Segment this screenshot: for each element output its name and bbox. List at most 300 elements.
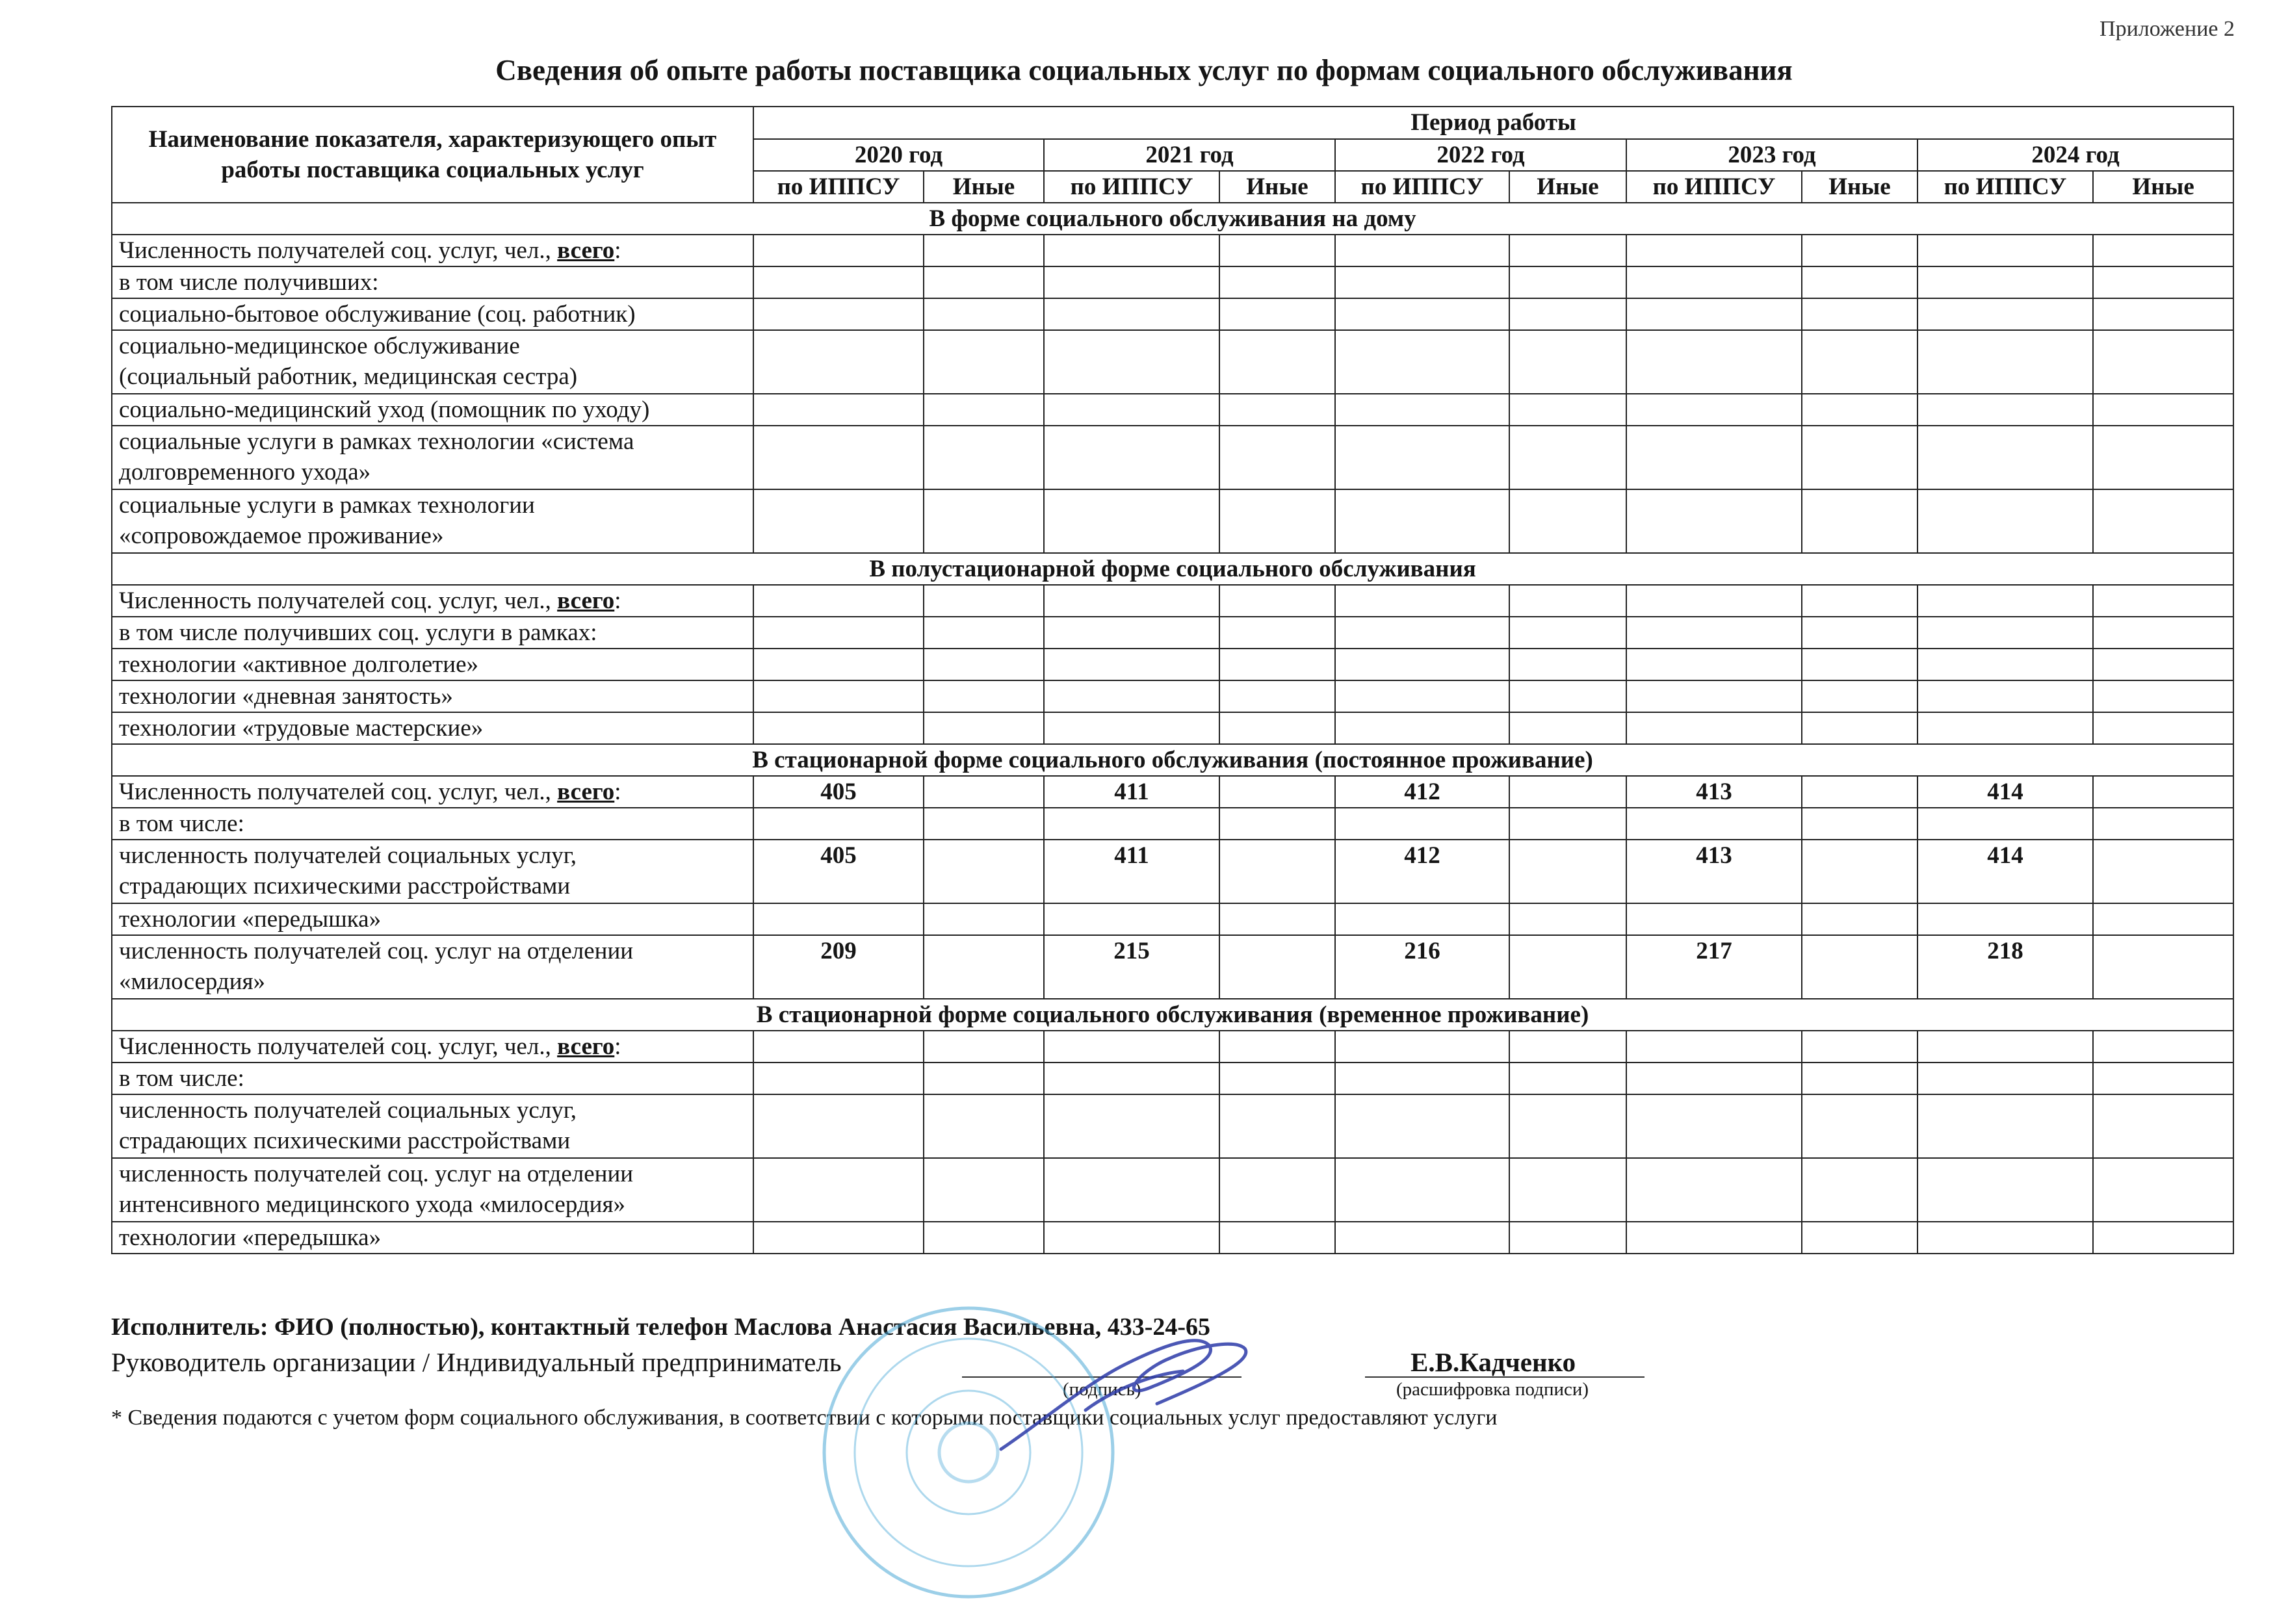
value-ippsu-cell <box>1044 266 1219 298</box>
value-other-cell <box>1802 394 1918 426</box>
value-ippsu-cell <box>1335 617 1509 649</box>
value-ippsu-cell <box>1626 1031 1802 1063</box>
value-other-cell <box>2093 426 2233 489</box>
indicator-text: Численность получателей соц. услуг, чел., <box>119 779 558 805</box>
value-other-cell <box>1802 712 1918 744</box>
value-ippsu-cell <box>1918 808 2093 840</box>
table-row <box>112 394 2233 426</box>
table-row <box>112 935 2233 999</box>
table-row <box>112 298 2233 330</box>
value-ippsu-cell <box>1044 1222 1219 1254</box>
indicator-label <box>112 266 753 298</box>
table-row <box>112 1222 2233 1254</box>
value-other-cell <box>2093 935 2233 999</box>
value-other-cell <box>1509 489 1626 553</box>
indicator-text: численность получателей социальных услуг, <box>119 842 577 869</box>
indicator-text: в том числе получивших соц. услуги в рамках: <box>119 619 597 646</box>
value-other-cell <box>1509 266 1626 298</box>
value-other-cell <box>1219 1222 1335 1254</box>
section-title: В стационарной форме социального обслуживания (временное проживание) <box>112 999 2233 1031</box>
indicator-text: социально-медицинское обслуживание <box>119 333 520 359</box>
indicator-text-line2: страдающих психическими расстройствами <box>119 873 571 899</box>
value-other-cell <box>2093 1063 2233 1094</box>
table-row <box>112 585 2233 617</box>
section-header-row <box>112 203 2233 235</box>
value-other-cell <box>1509 585 1626 617</box>
value-ippsu-cell <box>1918 1063 2093 1094</box>
value-ippsu-cell <box>753 1094 924 1158</box>
value-other-cell <box>1219 266 1335 298</box>
indicator-label <box>112 1158 753 1222</box>
value-other-cell <box>2093 298 2233 330</box>
label-colon: : <box>614 587 621 614</box>
section-header-row <box>112 553 2233 585</box>
value-ippsu-cell <box>1044 489 1219 553</box>
value-other-cell <box>2093 585 2233 617</box>
value-ippsu-cell <box>1918 1094 2093 1158</box>
indicator-text: технологии «передышка» <box>119 906 382 933</box>
value-ippsu-cell: 414 <box>1918 840 2093 903</box>
indicator-text: Численность получателей соц. услуг, чел., <box>119 237 558 264</box>
indicator-text: технологии «передышка» <box>119 1224 382 1251</box>
table-row <box>112 266 2233 298</box>
value-other-cell <box>1509 617 1626 649</box>
value-ippsu-cell <box>1626 330 1802 394</box>
value-other-cell <box>1219 489 1335 553</box>
value-other-cell <box>2093 1094 2233 1158</box>
value-other-cell <box>1802 680 1918 712</box>
value-ippsu-cell: 405 <box>753 776 924 808</box>
value-other-cell <box>2093 489 2233 553</box>
value-ippsu-cell <box>1918 235 2093 266</box>
value-ippsu-cell <box>1626 298 1802 330</box>
value-ippsu-cell <box>1335 680 1509 712</box>
value-other-cell <box>1802 585 1918 617</box>
value-ippsu-cell <box>753 1031 924 1063</box>
value-other-cell <box>1802 808 1918 840</box>
value-other-cell <box>2093 1222 2233 1254</box>
section-header-row <box>112 999 2233 1031</box>
value-other-cell <box>2093 617 2233 649</box>
value-ippsu-cell <box>1044 298 1219 330</box>
ippsu-header: по ИППСУ <box>1335 171 1509 203</box>
value-ippsu-cell <box>1335 489 1509 553</box>
total-emphasis: всего <box>557 1033 615 1060</box>
table-row <box>112 712 2233 744</box>
table-row <box>112 903 2233 935</box>
value-other-cell <box>924 808 1044 840</box>
indicator-text: технологии «активное долголетие» <box>119 651 479 678</box>
value-ippsu-cell <box>1626 426 1802 489</box>
value-ippsu-cell <box>1626 680 1802 712</box>
value-ippsu-cell <box>1335 808 1509 840</box>
value-ippsu-cell <box>1918 298 2093 330</box>
value-ippsu-cell: 413 <box>1626 840 1802 903</box>
value-other-cell <box>1509 1063 1626 1094</box>
indicator-text: технологии «трудовые мастерские» <box>119 715 484 741</box>
value-ippsu-cell <box>753 712 924 744</box>
period-header: Период работы <box>753 107 2233 139</box>
value-ippsu-cell <box>1335 1031 1509 1063</box>
indicator-label <box>112 1094 753 1158</box>
value-ippsu-cell <box>1335 330 1509 394</box>
value-other-cell <box>924 266 1044 298</box>
indicator-text-line2: интенсивного медицинского ухода «милосердия» <box>119 1191 625 1218</box>
value-other-cell <box>1509 1094 1626 1158</box>
value-ippsu-cell: 209 <box>753 935 924 999</box>
value-other-cell <box>1802 489 1918 553</box>
indicator-text: в том числе получивших: <box>119 269 379 296</box>
value-ippsu-cell <box>1626 235 1802 266</box>
value-other-cell <box>924 426 1044 489</box>
value-other-cell <box>1509 935 1626 999</box>
total-emphasis: всего <box>557 237 615 264</box>
value-other-cell <box>2093 394 2233 426</box>
section-title: В форме социального обслуживания на дому <box>112 203 2233 235</box>
value-ippsu-cell <box>753 394 924 426</box>
value-ippsu-cell <box>1044 394 1219 426</box>
indicator-label <box>112 903 753 935</box>
value-ippsu-cell <box>1626 394 1802 426</box>
value-other-cell <box>1509 394 1626 426</box>
value-ippsu-cell <box>1918 330 2093 394</box>
value-ippsu-cell <box>753 903 924 935</box>
value-ippsu-cell <box>753 808 924 840</box>
table-row <box>112 426 2233 489</box>
value-other-cell <box>924 617 1044 649</box>
value-other-cell <box>2093 712 2233 744</box>
other-header: Иные <box>1509 171 1626 203</box>
value-ippsu-cell <box>1626 489 1802 553</box>
value-other-cell <box>1219 617 1335 649</box>
table-row <box>112 1031 2233 1063</box>
value-other-cell <box>924 1158 1044 1222</box>
experience-table <box>111 106 2234 1254</box>
value-other-cell <box>924 489 1044 553</box>
indicator-label <box>112 776 753 808</box>
indicator-label <box>112 330 753 394</box>
value-other-cell <box>1219 903 1335 935</box>
indicator-text-line2: страдающих психическими расстройствами <box>119 1128 571 1154</box>
table-row <box>112 1158 2233 1222</box>
head-name: Е.В.Кадченко <box>1410 1347 1576 1377</box>
indicator-text: в том числе: <box>119 1065 244 1092</box>
value-other-cell <box>2093 808 2233 840</box>
value-other-cell <box>924 1031 1044 1063</box>
value-other-cell <box>2093 266 2233 298</box>
value-ippsu-cell <box>1918 266 2093 298</box>
indicator-label <box>112 426 753 489</box>
value-other-cell <box>924 649 1044 680</box>
table-row <box>112 330 2233 394</box>
value-ippsu-cell <box>1044 235 1219 266</box>
value-other-cell <box>1509 298 1626 330</box>
value-ippsu-cell <box>1044 903 1219 935</box>
value-other-cell <box>2093 776 2233 808</box>
table-row <box>112 617 2233 649</box>
indicator-text: Численность получателей соц. услуг, чел., <box>119 587 558 614</box>
year-header: 2022 год <box>1335 139 1626 171</box>
value-ippsu-cell: 413 <box>1626 776 1802 808</box>
value-other-cell <box>924 680 1044 712</box>
value-other-cell <box>1219 1063 1335 1094</box>
value-ippsu-cell <box>1044 617 1219 649</box>
value-ippsu-cell <box>1626 1063 1802 1094</box>
label-colon: : <box>614 237 621 264</box>
value-other-cell <box>1219 1158 1335 1222</box>
ippsu-header: по ИППСУ <box>1626 171 1802 203</box>
value-other-cell <box>1802 1063 1918 1094</box>
value-ippsu-cell <box>1626 649 1802 680</box>
section-title: В стационарной форме социального обслуживания (постоянное проживание) <box>112 744 2233 776</box>
value-ippsu-cell <box>1626 712 1802 744</box>
value-ippsu-cell <box>1626 903 1802 935</box>
indicator-text: Численность получателей соц. услуг, чел., <box>119 1033 558 1060</box>
value-other-cell <box>1509 330 1626 394</box>
value-ippsu-cell <box>1918 489 2093 553</box>
value-other-cell <box>1802 776 1918 808</box>
value-ippsu-cell <box>1918 712 2093 744</box>
value-ippsu-cell: 215 <box>1044 935 1219 999</box>
value-ippsu-cell <box>753 489 924 553</box>
value-ippsu-cell <box>753 1063 924 1094</box>
value-other-cell <box>1219 776 1335 808</box>
value-ippsu-cell <box>753 649 924 680</box>
ippsu-header: по ИППСУ <box>1044 171 1219 203</box>
value-ippsu-cell <box>1335 1158 1509 1222</box>
header-row-period <box>112 107 2233 139</box>
value-ippsu-cell <box>1918 426 2093 489</box>
signature-scribble <box>988 1313 1261 1462</box>
table-row <box>112 649 2233 680</box>
decode-caption: (расшифровка подписи) <box>1396 1379 1589 1400</box>
value-ippsu-cell <box>1918 394 2093 426</box>
value-other-cell <box>924 298 1044 330</box>
value-other-cell <box>1509 1158 1626 1222</box>
ippsu-header: по ИППСУ <box>1918 171 2093 203</box>
value-ippsu-cell <box>1626 1094 1802 1158</box>
value-ippsu-cell <box>1044 1158 1219 1222</box>
value-ippsu-cell <box>1335 903 1509 935</box>
indicator-label <box>112 680 753 712</box>
value-other-cell <box>2093 680 2233 712</box>
value-ippsu-cell <box>753 330 924 394</box>
value-ippsu-cell <box>1626 617 1802 649</box>
other-header: Иные <box>1219 171 1335 203</box>
value-other-cell <box>1802 266 1918 298</box>
value-other-cell <box>1802 235 1918 266</box>
indicator-label <box>112 298 753 330</box>
value-other-cell <box>2093 840 2233 903</box>
section-title: В полустационарной форме социального обслуживания <box>112 553 2233 585</box>
value-other-cell <box>1219 1031 1335 1063</box>
label-colon: : <box>614 1033 621 1060</box>
value-ippsu-cell <box>753 1222 924 1254</box>
value-ippsu-cell <box>1044 330 1219 394</box>
value-ippsu-cell <box>1335 266 1509 298</box>
value-ippsu-cell <box>1918 1222 2093 1254</box>
value-other-cell <box>924 1094 1044 1158</box>
table-row <box>112 489 2233 553</box>
value-ippsu-cell <box>1335 235 1509 266</box>
value-other-cell <box>924 235 1044 266</box>
signature-caption: (подпись) <box>1063 1379 1141 1400</box>
value-ippsu-cell <box>1335 1063 1509 1094</box>
value-other-cell <box>1509 235 1626 266</box>
decode-line <box>1365 1376 1644 1378</box>
value-other-cell <box>2093 330 2233 394</box>
other-header: Иные <box>924 171 1044 203</box>
value-other-cell <box>1219 1094 1335 1158</box>
table-row <box>112 840 2233 903</box>
value-ippsu-cell <box>1918 680 2093 712</box>
value-ippsu-cell <box>1044 808 1219 840</box>
value-other-cell <box>1802 1158 1918 1222</box>
table-row <box>112 776 2233 808</box>
value-ippsu-cell <box>1626 808 1802 840</box>
total-emphasis: всего <box>557 587 615 614</box>
value-other-cell <box>1509 808 1626 840</box>
value-ippsu-cell: 411 <box>1044 776 1219 808</box>
value-ippsu-cell <box>1626 266 1802 298</box>
signature-stroke <box>1001 1341 1246 1449</box>
value-other-cell <box>924 330 1044 394</box>
indicator-label <box>112 808 753 840</box>
value-ippsu-cell <box>1626 1158 1802 1222</box>
value-ippsu-cell <box>753 235 924 266</box>
value-other-cell <box>1802 1031 1918 1063</box>
value-ippsu-cell <box>1918 617 2093 649</box>
year-header: 2021 год <box>1044 139 1335 171</box>
value-other-cell <box>1802 649 1918 680</box>
value-other-cell <box>924 935 1044 999</box>
value-other-cell <box>1509 903 1626 935</box>
value-other-cell <box>1509 840 1626 903</box>
value-ippsu-cell <box>1335 426 1509 489</box>
value-ippsu-cell <box>1335 1222 1509 1254</box>
value-ippsu-cell <box>1918 1158 2093 1222</box>
other-header: Иные <box>2093 171 2233 203</box>
indicator-text: социальные услуги в рамках технологии <box>119 492 535 519</box>
value-other-cell <box>1509 680 1626 712</box>
value-ippsu-cell <box>1335 585 1509 617</box>
value-other-cell <box>1219 712 1335 744</box>
value-ippsu-cell: 412 <box>1335 840 1509 903</box>
value-ippsu-cell <box>1044 712 1219 744</box>
value-ippsu-cell <box>1335 649 1509 680</box>
value-other-cell <box>924 840 1044 903</box>
indicator-text: социальные услуги в рамках технологии «система <box>119 428 634 455</box>
indicator-text: численность получателей соц. услуг на отделении <box>119 938 634 964</box>
indicator-header: Наименование показателя, характеризующего опыт работы поставщика социальных услуг <box>112 107 753 203</box>
value-ippsu-cell <box>1044 426 1219 489</box>
indicator-text: социально-бытовое обслуживание (соц. работник) <box>119 301 636 328</box>
indicator-label <box>112 1031 753 1063</box>
value-ippsu-cell <box>753 617 924 649</box>
value-other-cell <box>2093 235 2233 266</box>
head-line: Руководитель организации / Индивидуальный предприниматель <box>111 1347 842 1377</box>
value-other-cell <box>1219 426 1335 489</box>
indicator-label <box>112 1063 753 1094</box>
value-other-cell <box>1219 808 1335 840</box>
indicator-label <box>112 935 753 999</box>
value-ippsu-cell <box>753 266 924 298</box>
year-header: 2020 год <box>753 139 1044 171</box>
section-header-row <box>112 744 2233 776</box>
label-colon: : <box>614 779 621 805</box>
indicator-text: технологии «дневная занятость» <box>119 683 453 710</box>
value-ippsu-cell <box>1044 1094 1219 1158</box>
table-row <box>112 680 2233 712</box>
value-other-cell <box>1219 649 1335 680</box>
value-ippsu-cell: 405 <box>753 840 924 903</box>
indicator-label <box>112 840 753 903</box>
value-other-cell <box>1509 1031 1626 1063</box>
value-other-cell <box>2093 1031 2233 1063</box>
value-ippsu-cell: 411 <box>1044 840 1219 903</box>
value-other-cell <box>1802 330 1918 394</box>
value-ippsu-cell: 412 <box>1335 776 1509 808</box>
value-other-cell <box>1219 394 1335 426</box>
value-other-cell <box>2093 649 2233 680</box>
value-ippsu-cell <box>753 1158 924 1222</box>
indicator-text: численность получателей соц. услуг на отделении <box>119 1161 634 1187</box>
value-ippsu-cell <box>1918 903 2093 935</box>
table-row <box>112 1094 2233 1158</box>
value-ippsu-cell <box>1626 1222 1802 1254</box>
value-ippsu-cell <box>1918 1031 2093 1063</box>
value-ippsu-cell <box>753 298 924 330</box>
value-other-cell <box>1219 585 1335 617</box>
value-other-cell <box>1802 935 1918 999</box>
year-header: 2023 год <box>1626 139 1918 171</box>
indicator-text-line2: «милосердия» <box>119 968 266 995</box>
value-other-cell <box>2093 903 2233 935</box>
value-ippsu-cell <box>1335 298 1509 330</box>
value-ippsu-cell: 217 <box>1626 935 1802 999</box>
value-other-cell <box>1802 426 1918 489</box>
value-other-cell <box>924 903 1044 935</box>
value-other-cell <box>1802 298 1918 330</box>
indicator-text: в том числе: <box>119 810 244 837</box>
value-ippsu-cell <box>1335 394 1509 426</box>
value-ippsu-cell <box>1044 680 1219 712</box>
indicator-label <box>112 1222 753 1254</box>
value-ippsu-cell <box>1335 712 1509 744</box>
ippsu-header: по ИППСУ <box>753 171 924 203</box>
value-ippsu-cell: 216 <box>1335 935 1509 999</box>
value-other-cell <box>1219 298 1335 330</box>
value-other-cell <box>1219 680 1335 712</box>
value-ippsu-cell <box>1918 585 2093 617</box>
value-ippsu-cell <box>1044 585 1219 617</box>
value-ippsu-cell <box>753 585 924 617</box>
total-emphasis: всего <box>557 779 615 805</box>
value-other-cell <box>1802 840 1918 903</box>
value-other-cell <box>1802 617 1918 649</box>
indicator-text-line2: «сопровождаемое проживание» <box>119 522 444 549</box>
value-ippsu-cell <box>753 680 924 712</box>
document-title: Сведения об опыте работы поставщика социальных услуг по формам социального обслуживания <box>495 54 1793 86</box>
annex-label: Приложение 2 <box>2100 17 2235 41</box>
value-other-cell <box>1802 1222 1918 1254</box>
table-row <box>112 235 2233 266</box>
executor-line: Исполнитель: ФИО (полностью), контактный телефон Маслова Анастасия Васильевна, 433-24-65 <box>111 1313 1211 1341</box>
value-ippsu-cell <box>1044 649 1219 680</box>
value-other-cell <box>1509 649 1626 680</box>
value-ippsu-cell <box>1626 585 1802 617</box>
value-other-cell <box>1509 712 1626 744</box>
